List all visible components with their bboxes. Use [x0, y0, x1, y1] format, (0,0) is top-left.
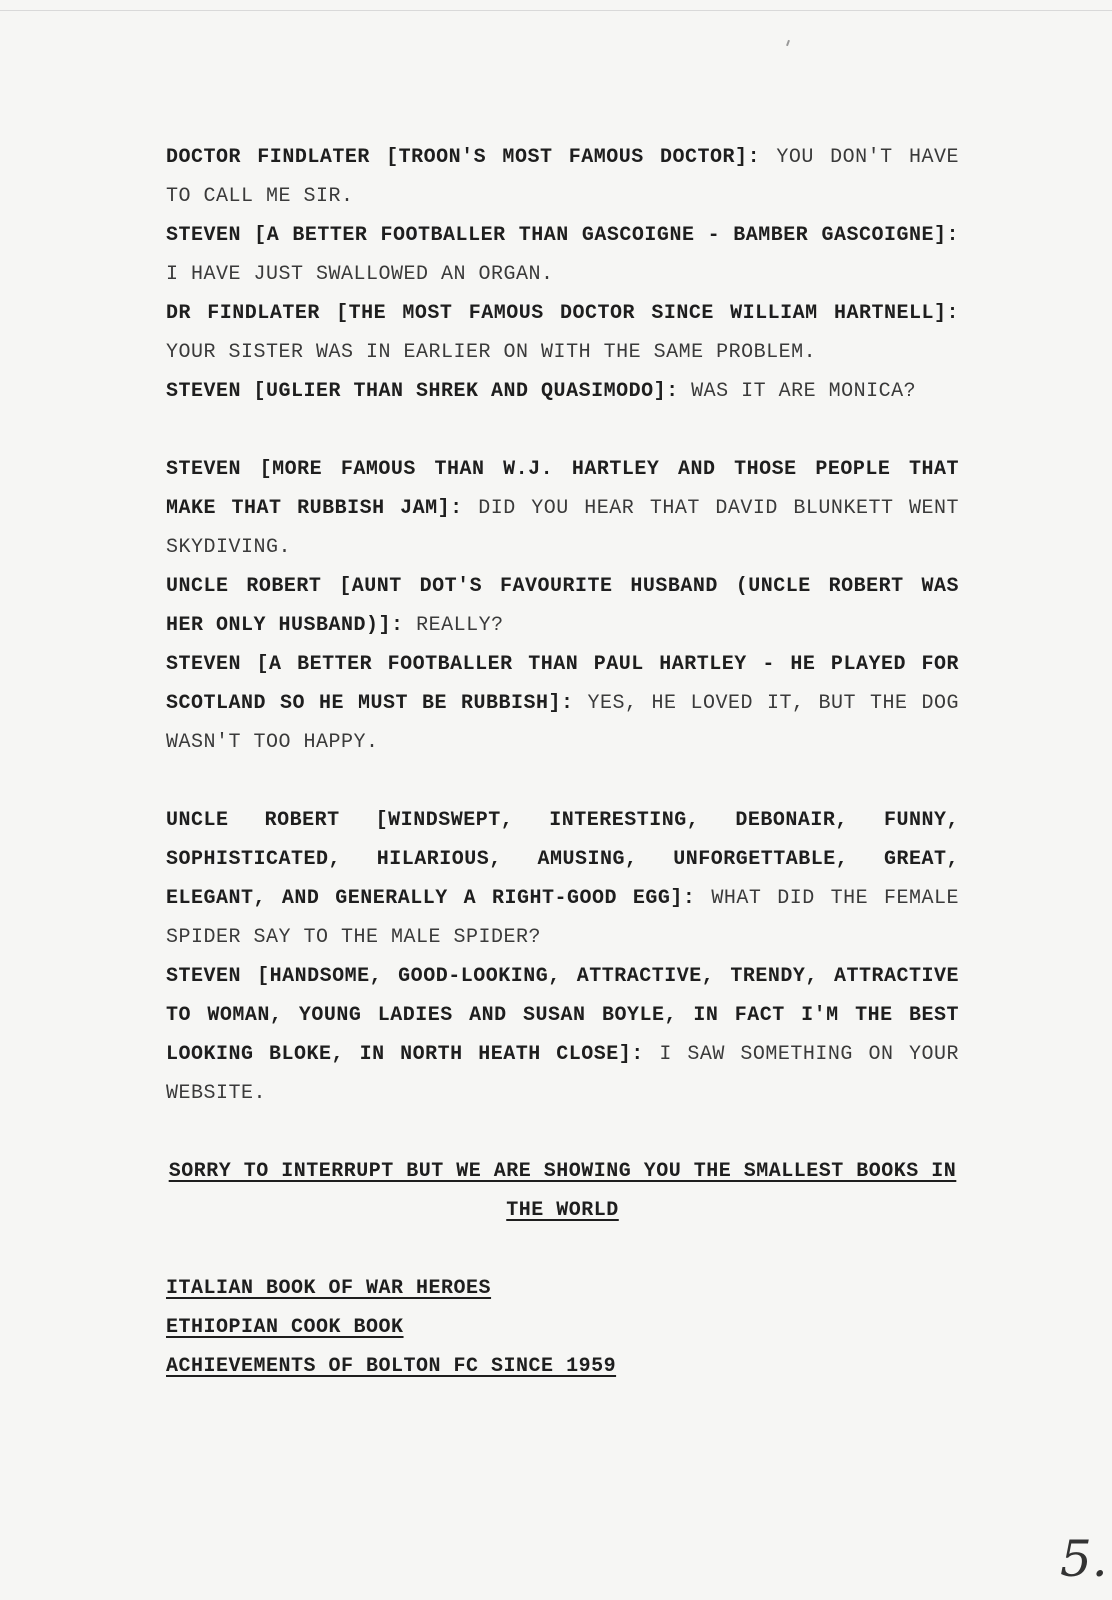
paper-speck — [786, 40, 790, 46]
dialogue-line: I SAW SOMETHING ON YOUR WEBSITE. — [166, 1043, 960, 1105]
dialogue-paragraph — [166, 294, 959, 372]
dialogue-line: I HAVE JUST SWALLOWED AN ORGAN. — [166, 263, 554, 286]
speaker-label: STEVEN [A BETTER FOOTBALLER THAN PAUL HARTLEY - HE PLAYED FOR SCOTLAND SO HE MUST BE RUBBISH]: — [166, 653, 959, 715]
speaker-label: UNCLE ROBERT [AUNT DOT'S FAVOURITE HUSBAND (UNCLE ROBERT WAS HER ONLY HUSBAND)]: — [166, 575, 959, 637]
dialogue-line: WHAT DID THE FEMALE SPIDER SAY TO THE MALE SPIDER? — [166, 887, 959, 949]
dialogue-paragraph — [166, 801, 959, 957]
page-number: 5. — [1060, 1530, 1108, 1588]
speaker-label: STEVEN [HANDSOME, GOOD-LOOKING, ATTRACTIVE, TRENDY, ATTRACTIVE TO WOMAN, YOUNG LADIES AND SUSAN BOYLE, IN FACT I'M THE BEST LOOKING BLOKE, IN NORTH HEATH CLOSE]: — [166, 965, 959, 1066]
dialogue-line: YES, HE LOVED IT, BUT THE DOG WASN'T TOO HAPPY. — [166, 692, 960, 754]
interruption-heading: SORRY TO INTERRUPT BUT WE ARE SHOWING YOU THE SMALLEST BOOKS IN THE WORLD — [168, 1160, 957, 1222]
dialogue-paragraph — [166, 372, 959, 411]
dialogue-paragraph — [166, 216, 959, 294]
speaker-label: UNCLE ROBERT [WINDSWEPT, INTERESTING, DEBONAIR, FUNNY, SOPHISTICATED, HILARIOUS, AMUSING, UNFORGETTABLE, GREAT, ELEGANT, AND GENERALLY A RIGHT-GOOD EGG]: — [166, 809, 959, 910]
section-gap — [166, 1113, 959, 1152]
dialogue-line: YOUR SISTER WAS IN EARLIER ON WITH THE SAME PROBLEM. — [166, 341, 817, 364]
section-gap — [166, 411, 959, 450]
dialogue-line: REALLY? — [416, 614, 504, 637]
dialogue-line: YOU DON'T HAVE TO CALL ME SIR. — [166, 146, 959, 208]
dialogue-paragraph — [166, 450, 959, 567]
speaker-label: STEVEN [UGLIER THAN SHREK AND QUASIMODO]: — [166, 380, 679, 403]
dialogue-paragraph — [166, 645, 959, 762]
book-title: ETHIOPIAN COOK BOOK — [166, 1316, 404, 1339]
speaker-label: STEVEN [A BETTER FOOTBALLER THAN GASCOIGNE - BAMBER GASCOIGNE]: — [166, 224, 959, 247]
dialogue-paragraph — [166, 567, 959, 645]
speaker-label: STEVEN [MORE FAMOUS THAN W.J. HARTLEY AND THOSE PEOPLE THAT MAKE THAT RUBBISH JAM]: — [166, 458, 959, 520]
document-page — [166, 138, 959, 1386]
section-gap — [166, 762, 959, 801]
speaker-label: DR FINDLATER [THE MOST FAMOUS DOCTOR SINCE WILLIAM HARTNELL]: — [166, 302, 959, 325]
dialogue-line: DID YOU HEAR THAT DAVID BLUNKETT WENT SKYDIVING. — [166, 497, 959, 559]
section-gap — [166, 1230, 959, 1269]
book-list — [166, 1269, 959, 1386]
speaker-label: DOCTOR FINDLATER [TROON'S MOST FAMOUS DOCTOR]: — [166, 146, 761, 169]
book-title: ITALIAN BOOK OF WAR HEROES — [166, 1277, 492, 1300]
book-title: ACHIEVEMENTS OF BOLTON FC SINCE 1959 — [166, 1355, 617, 1378]
paper-edge — [0, 10, 1112, 11]
dialogue-line: WAS IT ARE MONICA? — [691, 380, 917, 403]
dialogue-paragraph — [166, 138, 959, 216]
dialogue-paragraph — [166, 957, 959, 1113]
